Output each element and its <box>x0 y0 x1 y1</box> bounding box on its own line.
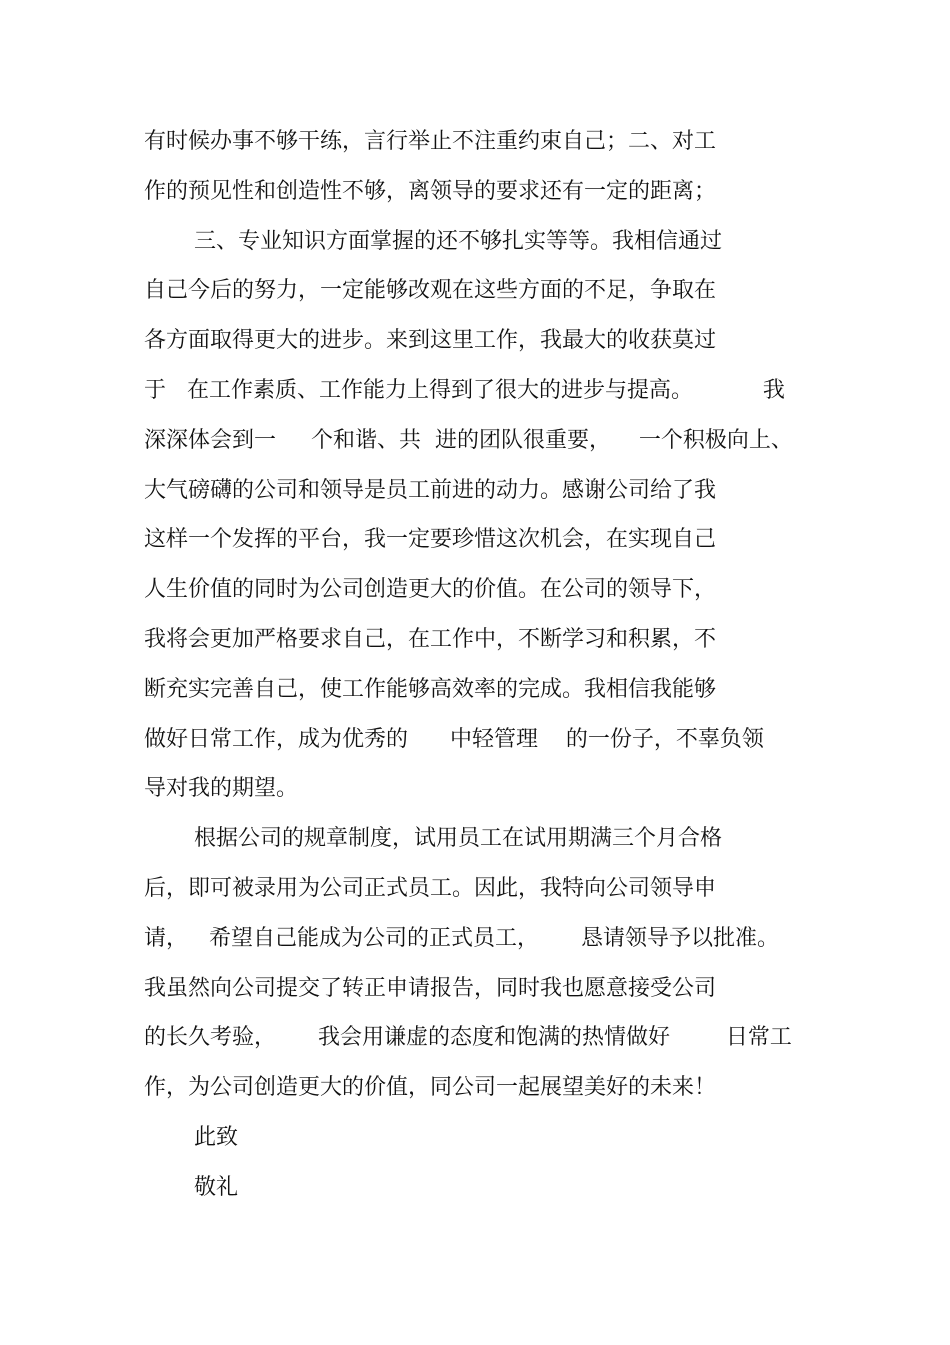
paragraph-line: 三、专业知识方面掌握的还不够扎实等等。我相信通过 <box>194 229 723 254</box>
closing-line: 敬礼 <box>194 1175 239 1200</box>
paragraph-line: 请， 希望自己能成为公司的正式员工， 恳请领导予以批准。 <box>144 926 779 951</box>
paragraph-line: 作的预见性和创造性不够，离领导的要求还有一定的距离； <box>144 179 717 204</box>
paragraph-line: 这样一个发挥的平台，我一定要珍惜这次机会，在实现自己 <box>144 527 717 552</box>
closing-line: 此致 <box>194 1125 239 1150</box>
paragraph-line: 各方面取得更大的进步。来到这里工作，我最大的收获莫过 <box>144 328 717 353</box>
paragraph-line: 断充实完善自己，使工作能够高效率的完成。我相信我能够 <box>144 677 717 702</box>
paragraph-line: 大气磅礴的公司和领导是员工前进的动力。感谢公司给了我 <box>144 478 717 503</box>
paragraph-line: 做好日常工作，成为优秀的 中轻管理 的一份子，不辜负领 <box>144 727 764 752</box>
paragraph-line: 根据公司的规章制度，试用员工在试用期满三个月合格 <box>194 826 723 851</box>
paragraph-line: 作，为公司创造更大的价值，同公司一起展望美好的未来！ <box>144 1075 717 1100</box>
paragraph-line: 深深体会到一 个和谐、共 进的团队很重要， 一个积极向上、 <box>144 428 793 453</box>
paragraph-line: 人生价值的同时为公司创造更大的价值。在公司的领导下， <box>144 577 717 602</box>
paragraph-line: 的长久考验， 我会用谦虚的态度和饱满的热情做好 日常工 <box>144 1025 792 1050</box>
paragraph-line: 于 在工作素质、工作能力上得到了很大的进步与提高。 我 <box>144 378 785 403</box>
paragraph-line: 导对我的期望。 <box>144 776 299 801</box>
paragraph-line: 我将会更加严格要求自己，在工作中，不断学习和积累，不 <box>144 627 717 652</box>
paragraph-line: 后，即可被录用为公司正式员工。因此，我特向公司领导申 <box>144 876 717 901</box>
paragraph-line: 自己今后的努力，一定能够改观在这些方面的不足，争取在 <box>144 278 717 303</box>
paragraph-line: 我虽然向公司提交了转正申请报告，同时我也愿意接受公司 <box>144 976 717 1001</box>
paragraph-line: 有时候办事不够干练，言行举止不注重约束自己；二、对工 <box>144 129 717 154</box>
